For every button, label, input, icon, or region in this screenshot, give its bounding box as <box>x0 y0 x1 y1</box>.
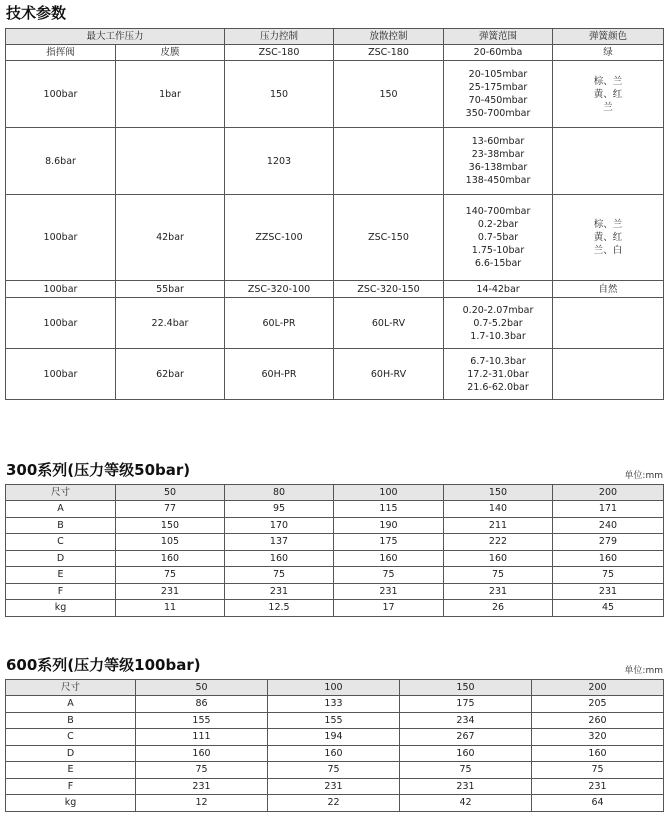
table-cell: 190 <box>334 517 444 534</box>
table-cell: D <box>6 745 136 762</box>
table-cell: 100bar <box>6 349 116 400</box>
header-cell: 尺寸 <box>6 485 116 501</box>
table-row <box>6 583 664 600</box>
table-cell: 171 <box>553 501 664 518</box>
table-cell: 160 <box>136 745 268 762</box>
table-cell: 13-60mbar 23-38mbar 36-138mbar 138-450mbar <box>444 128 553 195</box>
table-cell: 279 <box>553 534 664 551</box>
table-cell: 95 <box>225 501 334 518</box>
table-cell: 64 <box>532 795 664 812</box>
table-cell: 17 <box>334 600 444 617</box>
table-cell: 棕、兰 黄、红 兰 <box>553 61 664 128</box>
table-cell: F <box>6 778 136 795</box>
table-cell: 267 <box>400 729 532 746</box>
table-cell: 1bar <box>116 61 225 128</box>
table-cell: 175 <box>400 696 532 713</box>
series-300-unit: 单位:mm <box>624 471 663 481</box>
header-cell: 尺寸 <box>6 680 136 696</box>
table-cell: A <box>6 696 136 713</box>
table-header-row <box>6 680 664 696</box>
table-cell: 45 <box>553 600 664 617</box>
table-cell: 231 <box>116 583 225 600</box>
table-cell: ZZSC-100 <box>225 195 334 281</box>
table-cell: 11 <box>116 600 225 617</box>
table-row <box>6 729 664 746</box>
table-cell: 12 <box>136 795 268 812</box>
table-cell: 194 <box>268 729 400 746</box>
table-row <box>6 517 664 534</box>
table-cell: 211 <box>444 517 553 534</box>
table-cell: 231 <box>136 778 268 795</box>
table-row <box>6 795 664 812</box>
table-cell: C <box>6 729 136 746</box>
table-cell: 12.5 <box>225 600 334 617</box>
table-cell <box>334 128 444 195</box>
table-cell: kg <box>6 600 116 617</box>
table-cell: 75 <box>532 762 664 779</box>
table-cell: 75 <box>268 762 400 779</box>
table-cell: 160 <box>334 550 444 567</box>
table-cell: 62bar <box>116 349 225 400</box>
table-row <box>6 550 664 567</box>
subheader-cell: 指挥阀 <box>6 45 116 61</box>
table-cell: 231 <box>225 583 334 600</box>
subheader-cell: ZSC-180 <box>225 45 334 61</box>
header-cell: 50 <box>116 485 225 501</box>
table-row <box>6 128 664 195</box>
table-cell: 170 <box>225 517 334 534</box>
table-cell: 234 <box>400 712 532 729</box>
table-cell: kg <box>6 795 136 812</box>
tech-params-table <box>5 28 664 400</box>
table-row <box>6 298 664 349</box>
table-cell: D <box>6 550 116 567</box>
table-cell: 42 <box>400 795 532 812</box>
table-cell: 42bar <box>116 195 225 281</box>
table-row <box>6 195 664 281</box>
table-cell: 160 <box>532 745 664 762</box>
table-cell: 100bar <box>6 281 116 298</box>
header-spring-color: 弹簧颜色 <box>553 29 664 45</box>
table-cell: 160 <box>553 550 664 567</box>
table-row <box>6 281 664 298</box>
table-cell: 86 <box>136 696 268 713</box>
table-row <box>6 762 664 779</box>
table-header-row <box>6 29 664 45</box>
table-cell: 55bar <box>116 281 225 298</box>
table-cell: 155 <box>136 712 268 729</box>
table-cell: 100bar <box>6 298 116 349</box>
header-release-control: 放散控制 <box>334 29 444 45</box>
table-cell: 140-700mbar 0.2-2bar 0.7-5bar 1.75-10bar 6.6-15bar <box>444 195 553 281</box>
table-cell: 231 <box>532 778 664 795</box>
table-cell: 77 <box>116 501 225 518</box>
table-row <box>6 501 664 518</box>
table-cell: 260 <box>532 712 664 729</box>
table-row <box>6 712 664 729</box>
table-cell: B <box>6 517 116 534</box>
table-row <box>6 778 664 795</box>
table-cell: 14-42bar <box>444 281 553 298</box>
table-cell: 75 <box>334 567 444 584</box>
series-600-title: 600系列(压力等级100bar) <box>6 656 201 674</box>
table-cell: 6.7-10.3bar 17.2-31.0bar 21.6-62.0bar <box>444 349 553 400</box>
table-cell: 60L-RV <box>334 298 444 349</box>
table-cell: 150 <box>116 517 225 534</box>
header-cell: 150 <box>400 680 532 696</box>
table-cell: 240 <box>553 517 664 534</box>
table-cell: 150 <box>334 61 444 128</box>
table-subheader-row <box>6 45 664 61</box>
series-600-table <box>5 679 664 812</box>
table-cell: 115 <box>334 501 444 518</box>
table-cell: C <box>6 534 116 551</box>
table-cell: 160 <box>225 550 334 567</box>
table-row <box>6 600 664 617</box>
table-cell: B <box>6 712 136 729</box>
header-pressure-control: 压力控制 <box>225 29 334 45</box>
table-cell: 0.20-2.07mbar 0.7-5.2bar 1.7-10.3bar <box>444 298 553 349</box>
table-row <box>6 349 664 400</box>
subheader-cell: ZSC-180 <box>334 45 444 61</box>
table-cell: 60H-RV <box>334 349 444 400</box>
table-header-row <box>6 485 664 501</box>
table-cell: 133 <box>268 696 400 713</box>
table-row <box>6 567 664 584</box>
table-cell: 75 <box>553 567 664 584</box>
table-cell: 231 <box>268 778 400 795</box>
tech-params-title: 技术参数 <box>6 4 67 22</box>
table-cell: E <box>6 762 136 779</box>
header-cell: 200 <box>553 485 664 501</box>
table-cell: 105 <box>116 534 225 551</box>
series-300-table <box>5 484 664 617</box>
table-cell: 160 <box>268 745 400 762</box>
table-cell: 175 <box>334 534 444 551</box>
series-600-unit: 单位:mm <box>624 666 663 676</box>
header-cell: 200 <box>532 680 664 696</box>
table-cell: 231 <box>400 778 532 795</box>
table-cell: 231 <box>334 583 444 600</box>
table-cell: 60H-PR <box>225 349 334 400</box>
table-cell: 22 <box>268 795 400 812</box>
table-row <box>6 61 664 128</box>
table-cell <box>553 298 664 349</box>
table-cell: ZSC-320-150 <box>334 281 444 298</box>
table-cell: ZSC-150 <box>334 195 444 281</box>
table-cell: 75 <box>225 567 334 584</box>
table-cell <box>116 128 225 195</box>
table-cell: 222 <box>444 534 553 551</box>
table-cell: 26 <box>444 600 553 617</box>
header-cell: 50 <box>136 680 268 696</box>
table-cell: 320 <box>532 729 664 746</box>
table-cell: 自然 <box>553 281 664 298</box>
table-cell: 155 <box>268 712 400 729</box>
table-row <box>6 696 664 713</box>
subheader-cell: 皮膜 <box>116 45 225 61</box>
table-cell: 150 <box>225 61 334 128</box>
table-cell: 75 <box>400 762 532 779</box>
table-cell: 1203 <box>225 128 334 195</box>
header-cell: 100 <box>268 680 400 696</box>
table-cell: 160 <box>444 550 553 567</box>
header-cell: 100 <box>334 485 444 501</box>
table-cell: 160 <box>400 745 532 762</box>
subheader-cell: 绿 <box>553 45 664 61</box>
header-cell: 150 <box>444 485 553 501</box>
table-cell: E <box>6 567 116 584</box>
header-cell: 80 <box>225 485 334 501</box>
table-row <box>6 534 664 551</box>
table-cell <box>553 128 664 195</box>
header-max-pressure: 最大工作压力 <box>6 29 225 45</box>
table-cell: 100bar <box>6 195 116 281</box>
header-spring-range: 弹簧范围 <box>444 29 553 45</box>
table-cell: ZSC-320-100 <box>225 281 334 298</box>
series-300-title: 300系列(压力等级50bar) <box>6 461 191 479</box>
table-cell: 75 <box>116 567 225 584</box>
table-cell: 111 <box>136 729 268 746</box>
subheader-cell: 20-60mba <box>444 45 553 61</box>
table-cell: 棕、兰 黄、红 兰、白 <box>553 195 664 281</box>
table-cell: 231 <box>444 583 553 600</box>
table-cell <box>553 349 664 400</box>
table-cell: 140 <box>444 501 553 518</box>
table-cell: 231 <box>553 583 664 600</box>
table-cell: 100bar <box>6 61 116 128</box>
table-cell: F <box>6 583 116 600</box>
table-cell: 75 <box>444 567 553 584</box>
table-cell: 75 <box>136 762 268 779</box>
table-row <box>6 745 664 762</box>
table-cell: 205 <box>532 696 664 713</box>
table-cell: 8.6bar <box>6 128 116 195</box>
table-cell: 60L-PR <box>225 298 334 349</box>
table-cell: A <box>6 501 116 518</box>
table-cell: 20-105mbar 25-175mbar 70-450mbar 350-700mbar <box>444 61 553 128</box>
table-cell: 22.4bar <box>116 298 225 349</box>
table-cell: 137 <box>225 534 334 551</box>
table-cell: 160 <box>116 550 225 567</box>
